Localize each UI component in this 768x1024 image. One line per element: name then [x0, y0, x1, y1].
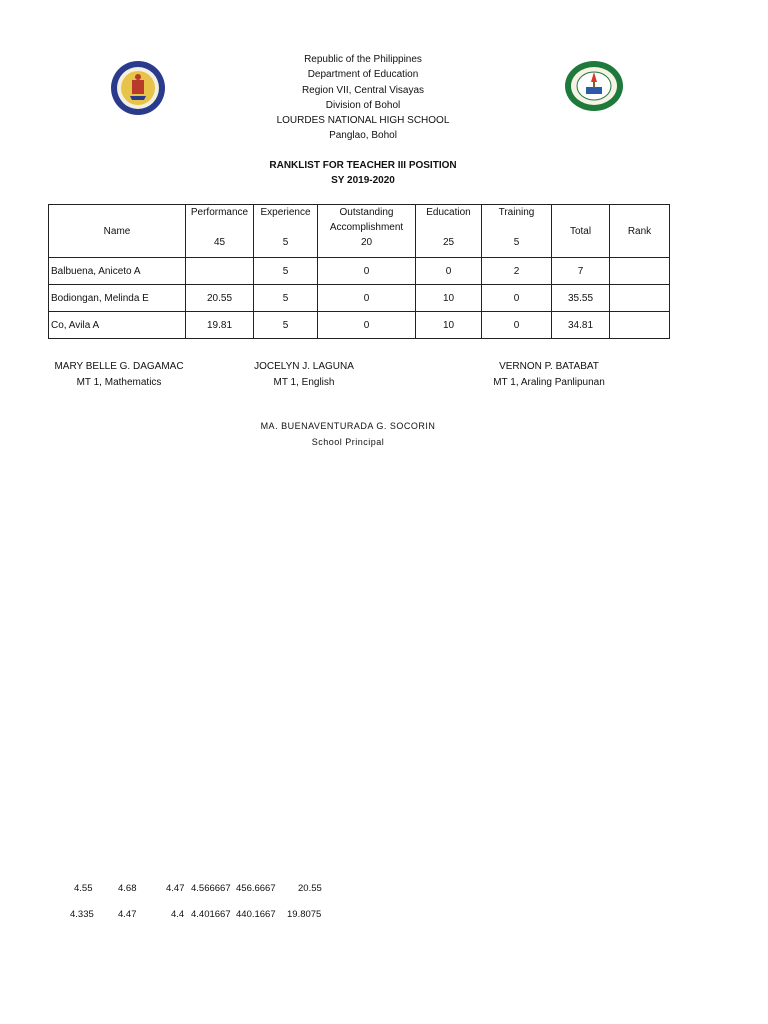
calc-value: 4.335	[70, 909, 94, 920]
col-outstanding-label1: Outstanding	[339, 207, 394, 218]
letterhead	[230, 52, 496, 144]
cell-outstanding: 0	[318, 312, 416, 339]
cell-experience: 5	[254, 258, 318, 285]
cell-rank	[610, 285, 670, 312]
header-line-address: Panglao, Bohol	[329, 130, 397, 142]
cell-outstanding: 0	[318, 258, 416, 285]
cell-training: 0	[482, 285, 552, 312]
col-experience-max: 5	[282, 237, 289, 248]
col-outstanding	[318, 205, 416, 258]
deped-seal-icon	[110, 60, 166, 116]
table-header-row	[49, 205, 670, 258]
signatory-name: VERNON P. BATABAT	[499, 361, 599, 372]
cell-education: 10	[416, 312, 482, 339]
col-name: Name	[49, 205, 186, 258]
col-performance-max: 45	[213, 237, 226, 248]
col-education	[416, 205, 482, 258]
cell-performance: 19.81	[186, 312, 254, 339]
deped-seal-logo	[110, 60, 166, 116]
cell-total: 34.81	[552, 312, 610, 339]
calc-value: 4.401667	[191, 909, 231, 920]
cell-performance: 20.55	[186, 285, 254, 312]
signatory-3	[474, 359, 624, 390]
cell-education: 10	[416, 285, 482, 312]
signatory-2	[234, 359, 374, 390]
col-training-label: Training	[498, 207, 535, 218]
signatory-1	[44, 359, 194, 390]
school-seal-logo	[564, 60, 624, 112]
header-line-deped: Department of Education	[307, 69, 419, 81]
col-performance-label: Performance	[190, 207, 249, 218]
calc-value: 4.55	[74, 883, 93, 894]
school-year: SY 2019-2020	[331, 175, 395, 186]
col-experience-label: Experience	[260, 207, 311, 218]
header-line-division: Division of Bohol	[325, 99, 401, 111]
cell-experience: 5	[254, 312, 318, 339]
signatory-name: JOCELYN J. LAGUNA	[254, 361, 354, 372]
calc-row-2	[0, 909, 768, 923]
table-row	[49, 312, 670, 339]
signatory-title: MT 1, Mathematics	[76, 376, 162, 388]
cell-training: 0	[482, 312, 552, 339]
cell-outstanding: 0	[318, 285, 416, 312]
ranklist-table	[48, 204, 670, 339]
cell-rank	[610, 312, 670, 339]
calc-value: 440.1667	[236, 909, 276, 920]
calc-value: 4.566667	[191, 883, 231, 894]
cell-name: Co, Avila A	[49, 312, 186, 339]
col-outstanding-label2: Accomplishment	[329, 222, 404, 233]
cell-name: Bodiongan, Melinda E	[49, 285, 186, 312]
col-rank: Rank	[610, 205, 670, 258]
header-line-region: Region VII, Central Visayas	[301, 84, 425, 96]
col-education-max: 25	[442, 237, 455, 248]
cell-performance	[186, 258, 254, 285]
ranklist-title: RANKLIST FOR TEACHER III POSITION	[269, 160, 457, 171]
principal-name: MA. BUENAVENTURADA G. SOCORIN	[260, 421, 436, 431]
cell-total: 7	[552, 258, 610, 285]
col-experience	[254, 205, 318, 258]
calc-value: 4.68	[118, 883, 137, 894]
cell-education: 0	[416, 258, 482, 285]
col-training-max: 5	[513, 237, 520, 248]
calc-value: 4.4	[171, 909, 185, 920]
calc-value: 4.47	[166, 883, 185, 894]
table-row	[49, 258, 670, 285]
col-performance	[186, 205, 254, 258]
col-outstanding-max: 20	[360, 237, 373, 248]
calc-value: 4.47	[118, 909, 137, 920]
cell-training: 2	[482, 258, 552, 285]
col-total: Total	[552, 205, 610, 258]
school-seal-icon	[564, 60, 624, 112]
header-line-republic: Republic of the Philippines	[304, 54, 422, 65]
principal-signature	[238, 419, 458, 450]
calc-value: 20.55	[298, 883, 322, 894]
cell-experience: 5	[254, 285, 318, 312]
calc-row-1	[0, 883, 768, 897]
document-title	[230, 158, 496, 188]
signatory-name: MARY BELLE G. DAGAMAC	[54, 361, 184, 372]
calc-value: 456.6667	[236, 883, 276, 894]
col-training	[482, 205, 552, 258]
col-education-label: Education	[426, 207, 471, 218]
cell-rank	[610, 258, 670, 285]
header-line-school: LOURDES NATIONAL HIGH SCHOOL	[276, 115, 450, 127]
signatory-title: MT 1, Araling Panlipunan	[493, 376, 605, 388]
signatory-title: MT 1, English	[273, 376, 335, 388]
cell-name: Balbuena, Aniceto A	[49, 258, 186, 285]
cell-total: 35.55	[552, 285, 610, 312]
table-row	[49, 285, 670, 312]
principal-title: School Principal	[311, 436, 385, 447]
calc-value: 19.8075	[287, 909, 322, 920]
